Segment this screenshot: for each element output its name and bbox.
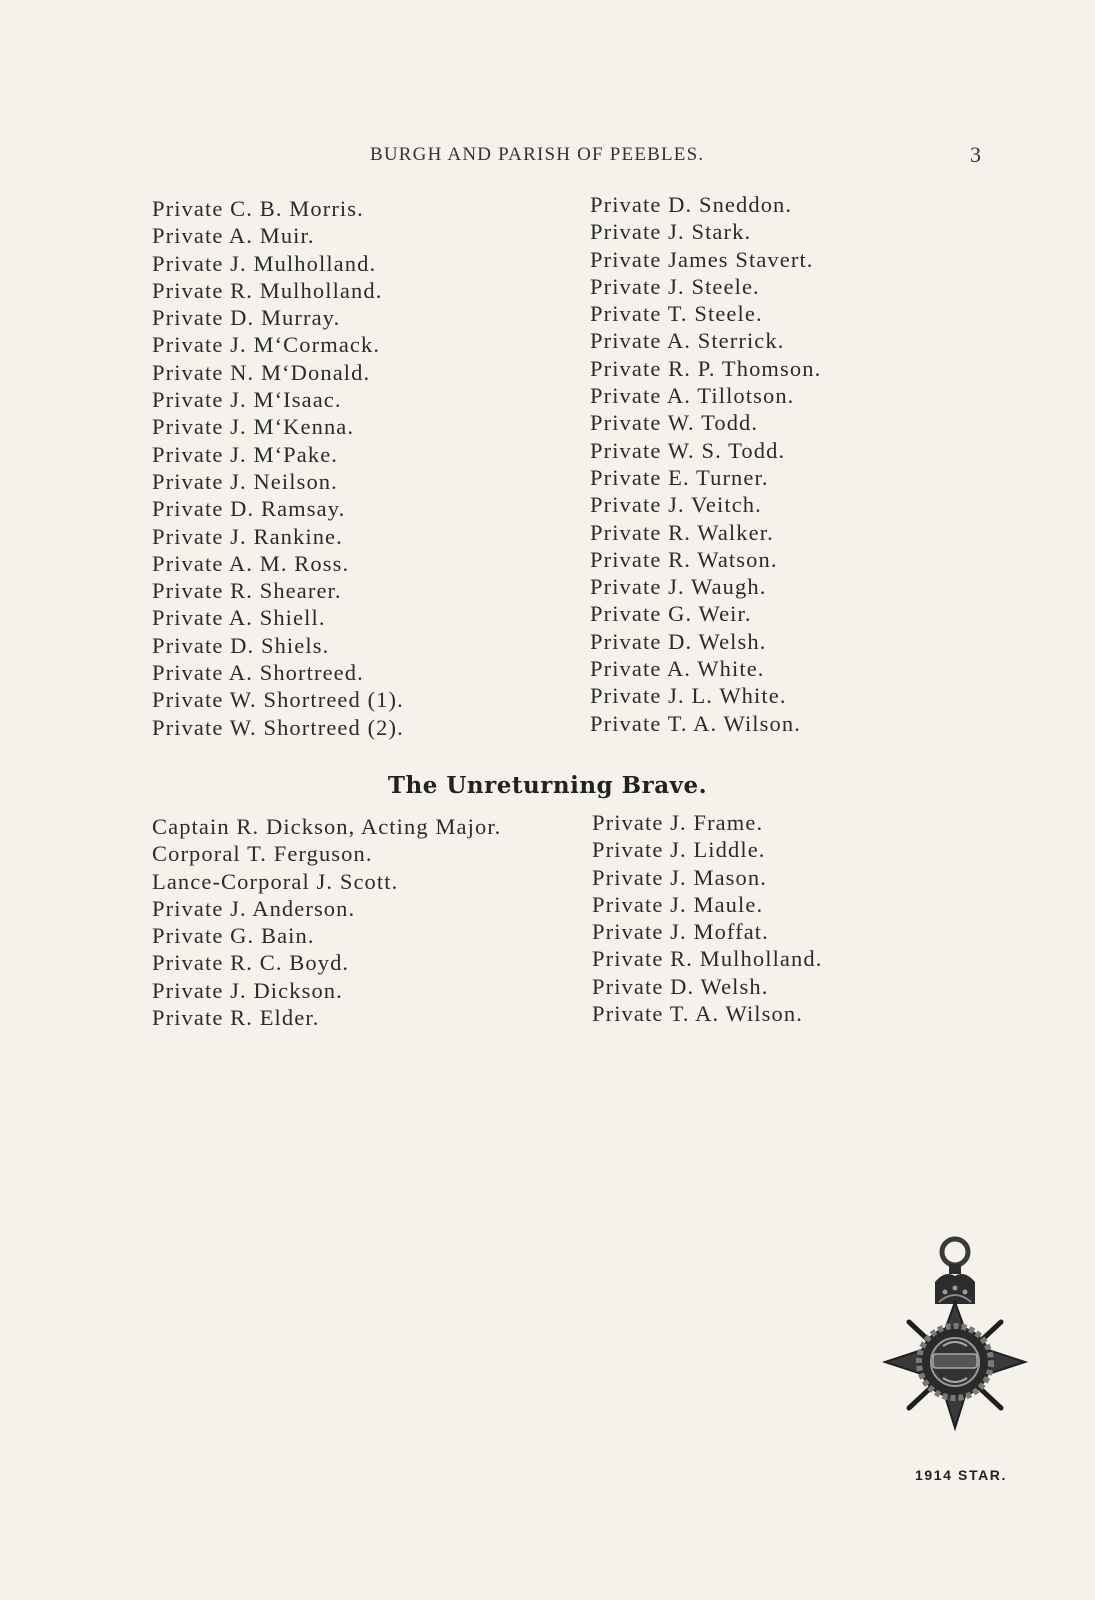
brave-left-column	[152, 813, 501, 1031]
medal-crown	[935, 1264, 975, 1304]
list-item: Private J. M‘Cormack.	[152, 332, 381, 358]
roll-left-column	[152, 195, 404, 741]
list-item: Private D. Welsh.	[590, 628, 767, 654]
list-item: Private R. Elder.	[152, 1005, 320, 1031]
list-item: Private R. C. Boyd.	[152, 950, 350, 976]
list-item: Private J. Mason.	[592, 864, 767, 890]
list-item: Private C. B. Morris.	[152, 196, 364, 221]
list-item: Private James Stavert.	[590, 246, 814, 272]
list-item: Private J. Waugh.	[590, 574, 767, 600]
list-item: Private A. Muir.	[152, 223, 315, 249]
list-item: Private A. M. Ross.	[152, 550, 350, 576]
section-title: The Unreturning Brave.	[387, 772, 708, 799]
list-item: Corporal T. Ferguson.	[152, 841, 373, 867]
list-item: Private A. Shortreed.	[152, 660, 364, 686]
list-item: Private J. Dickson.	[152, 977, 343, 1003]
list-item: Private J. Moffat.	[592, 919, 769, 945]
list-item: Private J. Veitch.	[590, 492, 762, 518]
medal-caption: 1914 STAR.	[915, 1467, 1007, 1483]
list-item: Private J. Maule.	[592, 891, 764, 917]
list-item: Private A. Tillotson.	[590, 383, 795, 409]
list-item: Private W. Todd.	[590, 410, 759, 436]
list-item: Private J. M‘Kenna.	[152, 414, 355, 440]
list-item: Captain R. Dickson, Acting Major.	[152, 814, 502, 839]
list-item: Private W. Shortreed (2).	[152, 714, 404, 740]
list-item: Private T. Steele.	[590, 301, 763, 327]
list-item: Private D. Ramsay.	[152, 496, 346, 522]
list-item: Private J. Rankine.	[152, 523, 343, 549]
medal-scroll	[933, 1354, 977, 1368]
list-item: Private J. Liddle.	[592, 837, 766, 863]
list-item: Private D. Murray.	[152, 305, 341, 331]
page-number: 3	[970, 142, 981, 167]
brave-right-column	[592, 809, 822, 1027]
list-item: Private T. A. Wilson.	[590, 710, 801, 736]
list-item: Private D. Sneddon.	[590, 192, 793, 217]
list-item: Private G. Weir.	[590, 601, 752, 627]
list-item: Private J. Anderson.	[152, 895, 356, 921]
star-medal-icon	[875, 1230, 1035, 1450]
list-item: Private R. Shearer.	[152, 578, 342, 604]
list-item: Private W. S. Todd.	[590, 437, 786, 463]
list-item: Private A. Sterrick.	[590, 328, 785, 354]
list-item: Private R. Mulholland.	[592, 946, 823, 972]
list-item: Private R. Watson.	[590, 546, 778, 572]
list-item: Private J. M‘Pake.	[152, 441, 339, 467]
list-item: Private R. Mulholland.	[152, 277, 383, 303]
list-item: Private D. Welsh.	[592, 973, 769, 999]
list-item: Private D. Shiels.	[152, 632, 330, 658]
list-item: Private R. Walker.	[590, 519, 774, 545]
running-title: BURGH AND PARISH OF PEEBLES.	[370, 144, 705, 165]
medal-ring	[942, 1239, 968, 1265]
list-item: Private J. Frame.	[592, 810, 764, 835]
running-head	[0, 144, 1095, 172]
list-item: Private W. Shortreed (1).	[152, 687, 404, 713]
list-item: Private T. A. Wilson.	[592, 1001, 803, 1027]
list-item: Private N. M‘Donald.	[152, 359, 371, 385]
list-item: Private J. M‘Isaac.	[152, 387, 342, 413]
list-item: Private J. Steele.	[590, 273, 760, 299]
list-item: Private A. White.	[590, 656, 765, 682]
list-item: Private A. Shiell.	[152, 605, 326, 631]
list-item: Private R. P. Thomson.	[590, 355, 822, 381]
list-item: Private J. L. White.	[590, 683, 787, 709]
list-item: Private E. Turner.	[590, 464, 769, 490]
list-item: Lance-Corporal J. Scott.	[152, 868, 399, 894]
list-item: Private G. Bain.	[152, 923, 315, 949]
roll-right-column	[590, 191, 821, 737]
list-item: Private J. Stark.	[590, 219, 752, 245]
list-item: Private J. Mulholland.	[152, 250, 377, 276]
list-item: Private J. Neilson.	[152, 468, 338, 494]
